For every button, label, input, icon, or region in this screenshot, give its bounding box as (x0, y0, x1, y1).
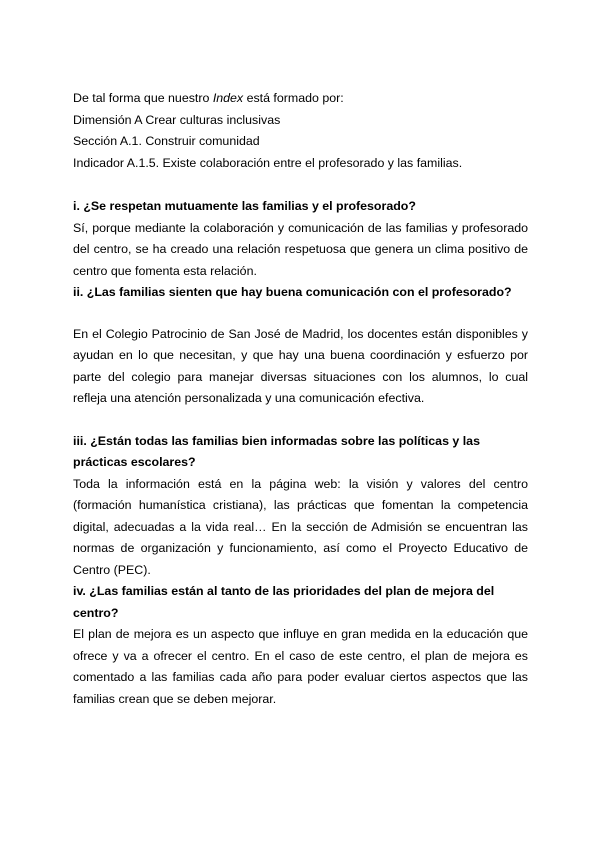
intro-block (73, 88, 528, 174)
indicator-line: Indicador A.1.5. Existe colaboración entre el profesorado y las familias. (73, 155, 463, 170)
question-1: i. ¿Se respetan mutuamente las familias y el profesorado? (73, 199, 416, 213)
question-2: ii. ¿Las familias sienten que hay buena comunicación con el profesorado? (73, 285, 512, 299)
dimension-line: Dimensión A Crear culturas inclusivas (73, 112, 281, 127)
intro-line (73, 88, 528, 110)
answer-1: Sí, porque mediante la colaboración y comunicación de las familias y profesorado del centro, se ha creado una relación respetuosa que genera un clima positivo de centro que fomenta esta relación. (73, 220, 528, 278)
answer-4: El plan de mejora es un aspecto que influye en gran medida en la educación que ofrece y va a ofrecer el centro. En el caso de este centro, el plan de mejora es comentado a las familias cada año para poder evaluar ciertos aspectos que las familias crean que se deben mejorar. (73, 627, 528, 706)
document-page (73, 88, 528, 710)
section-line: Sección A.1. Construir comunidad (73, 134, 260, 148)
intro-text-start: De tal forma que nuestro (73, 91, 213, 105)
index-term: Index (212, 91, 244, 105)
question-4: iv. ¿Las familias están al tanto de las prioridades del plan de mejora del centro? (73, 584, 495, 620)
intro-text-end: está formado por: (243, 91, 344, 105)
answer-2: En el Colegio Patrocinio de San José de Madrid, los docentes están disponibles y ayudan en lo que necesitan, y que hay una buena coordinación y esfuerzo por parte del colegio para manejar diversas situaciones con los alumnos, lo cual refleja una atención personalizada y una comunicación efectiva. (73, 326, 528, 405)
question-3: iii. ¿Están todas las familias bien informadas sobre las políticas y las prácticas escolares? (73, 433, 480, 469)
answer-3: Toda la información está en la página web: la visión y valores del centro (formación humanística cristiana), las prácticas que fomentan la competencia digital, adecuadas a la vida real… En la sección de Admisión se encuentran las normas de organización y funcionamiento, así como el Proyecto Educativo de Centro (PEC). (73, 476, 528, 577)
